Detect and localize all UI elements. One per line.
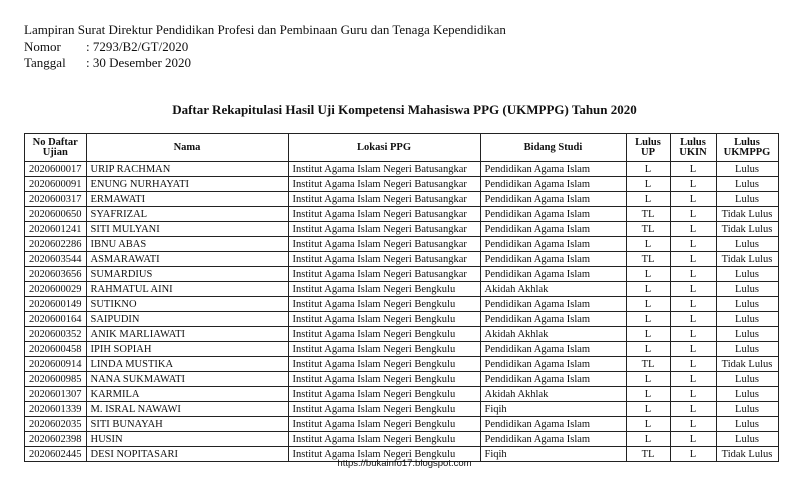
lokasi-cell: Institut Agama Islam Negeri Batusangkar <box>288 192 480 207</box>
lulus-ukmppg-cell: Lulus <box>716 402 778 417</box>
lulus-ukmppg-cell: Lulus <box>716 432 778 447</box>
lulus-ukin-cell: L <box>670 387 716 402</box>
footer-url[interactable]: https://bukainfo17.blogspot.com <box>337 458 472 469</box>
nama-cell: KARMILA <box>86 387 288 402</box>
table-row <box>25 252 779 267</box>
nama-cell: IPIH SOPIAH <box>86 342 288 357</box>
lulus-up-cell: L <box>626 432 670 447</box>
no-daftar-cell: 2020600352 <box>25 327 87 342</box>
col-lulus-ukin-header: Lulus UKIN <box>670 134 716 162</box>
document-title: Daftar Rekapitulasi Hasil Uji Kompetensi Mahasiswa PPG (UKMPPG) Tahun 2020 <box>172 102 637 117</box>
nama-cell: SAIPUDIN <box>86 312 288 327</box>
no-daftar-cell: 2020602445 <box>25 447 87 462</box>
lulus-ukmppg-cell: Lulus <box>716 162 778 177</box>
lokasi-cell: Institut Agama Islam Negeri Batusangkar <box>288 222 480 237</box>
table-row <box>25 342 779 357</box>
lulus-up-cell: L <box>626 342 670 357</box>
nomor-row <box>24 39 506 56</box>
lulus-ukmppg-cell: Lulus <box>716 417 778 432</box>
table-row <box>25 297 779 312</box>
bidang-cell: Pendidikan Agama Islam <box>480 177 626 192</box>
lulus-ukmppg-cell: Tidak Lulus <box>716 447 778 462</box>
nama-cell: ASMARAWATI <box>86 252 288 267</box>
lulus-up-cell: TL <box>626 447 670 462</box>
lulus-up-cell: L <box>626 417 670 432</box>
lulus-ukin-cell: L <box>670 432 716 447</box>
nama-cell: DESI NOPITASARI <box>86 447 288 462</box>
bidang-cell: Akidah Akhlak <box>480 282 626 297</box>
lulus-up-cell: L <box>626 387 670 402</box>
no-daftar-cell: 2020600164 <box>25 312 87 327</box>
no-daftar-cell: 2020600091 <box>25 177 87 192</box>
tanggal-value: : 30 Desember 2020 <box>86 55 192 70</box>
no-daftar-cell: 2020600149 <box>25 297 87 312</box>
lulus-ukin-cell: L <box>670 357 716 372</box>
bidang-cell: Pendidikan Agama Islam <box>480 192 626 207</box>
nama-cell: SYAFRIZAL <box>86 207 288 222</box>
lulus-ukin-cell: L <box>670 282 716 297</box>
lulus-ukmppg-cell: Lulus <box>716 267 778 282</box>
nama-cell: IBNU ABAS <box>86 237 288 252</box>
bidang-cell: Pendidikan Agama Islam <box>480 432 626 447</box>
table-row <box>25 267 779 282</box>
lulus-ukin-cell: L <box>670 312 716 327</box>
lulus-up-cell: L <box>626 192 670 207</box>
no-daftar-cell: 2020600650 <box>25 207 87 222</box>
lokasi-cell: Institut Agama Islam Negeri Bengkulu <box>288 297 480 312</box>
tanggal-label: Tanggal <box>24 55 66 70</box>
nama-cell: ANIK MARLIAWATI <box>86 327 288 342</box>
lulus-ukin-cell: L <box>670 222 716 237</box>
lulus-up-cell: L <box>626 282 670 297</box>
lokasi-cell: Institut Agama Islam Negeri Bengkulu <box>288 447 480 462</box>
bidang-cell: Pendidikan Agama Islam <box>480 267 626 282</box>
tanggal-row <box>24 55 506 72</box>
lokasi-cell: Institut Agama Islam Negeri Batusangkar <box>288 162 480 177</box>
col-lulus-up-header: Lulus UP <box>626 134 670 162</box>
nama-cell: ENUNG NURHAYATI <box>86 177 288 192</box>
bidang-cell: Akidah Akhlak <box>480 387 626 402</box>
bidang-cell: Pendidikan Agama Islam <box>480 162 626 177</box>
nama-cell: NANA SUKMAWATI <box>86 372 288 387</box>
no-daftar-cell: 2020600317 <box>25 192 87 207</box>
header-line: Lampiran Surat Direktur Pendidikan Profesi dan Pembinaan Guru dan Tenaga Kependidikan <box>24 22 506 37</box>
nama-cell: URIP RACHMAN <box>86 162 288 177</box>
lulus-ukmppg-cell: Lulus <box>716 192 778 207</box>
nama-cell: M. ISRAL NAWAWI <box>86 402 288 417</box>
lokasi-cell: Institut Agama Islam Negeri Batusangkar <box>288 267 480 282</box>
table-row <box>25 357 779 372</box>
no-daftar-cell: 2020600017 <box>25 162 87 177</box>
lulus-ukin-cell: L <box>670 327 716 342</box>
lokasi-cell: Institut Agama Islam Negeri Bengkulu <box>288 327 480 342</box>
table-row <box>25 327 779 342</box>
lokasi-cell: Institut Agama Islam Negeri Bengkulu <box>288 402 480 417</box>
lokasi-cell: Institut Agama Islam Negeri Batusangkar <box>288 237 480 252</box>
col-bidang-header: Bidang Studi <box>480 134 626 162</box>
lulus-up-cell: L <box>626 162 670 177</box>
lulus-up-cell: L <box>626 312 670 327</box>
bidang-cell: Fiqih <box>480 447 626 462</box>
table-row <box>25 387 779 402</box>
lokasi-cell: Institut Agama Islam Negeri Bengkulu <box>288 432 480 447</box>
lulus-ukmppg-cell: Lulus <box>716 342 778 357</box>
table-row <box>25 162 779 177</box>
table-row <box>25 237 779 252</box>
table-row <box>25 402 779 417</box>
lulus-up-cell: TL <box>626 252 670 267</box>
table-row <box>25 312 779 327</box>
bidang-cell: Pendidikan Agama Islam <box>480 372 626 387</box>
col-lokasi-header: Lokasi PPG <box>288 134 480 162</box>
lulus-ukmppg-cell: Lulus <box>716 327 778 342</box>
lokasi-cell: Institut Agama Islam Negeri Bengkulu <box>288 372 480 387</box>
lokasi-cell: Institut Agama Islam Negeri Bengkulu <box>288 342 480 357</box>
no-daftar-cell: 2020600914 <box>25 357 87 372</box>
lulus-ukmppg-cell: Lulus <box>716 297 778 312</box>
lulus-ukin-cell: L <box>670 237 716 252</box>
lulus-ukmppg-cell: Lulus <box>716 237 778 252</box>
lulus-ukin-cell: L <box>670 162 716 177</box>
lokasi-cell: Institut Agama Islam Negeri Batusangkar <box>288 177 480 192</box>
nomor-label: Nomor <box>24 38 61 54</box>
lulus-ukmppg-cell: Lulus <box>716 372 778 387</box>
table-row <box>25 417 779 432</box>
letter-header <box>24 22 506 72</box>
nama-cell: RAHMATUL AINI <box>86 282 288 297</box>
table-body <box>25 162 779 462</box>
lokasi-cell: Institut Agama Islam Negeri Bengkulu <box>288 282 480 297</box>
lokasi-cell: Institut Agama Islam Negeri Bengkulu <box>288 357 480 372</box>
lulus-ukin-cell: L <box>670 267 716 282</box>
no-daftar-cell: 2020602398 <box>25 432 87 447</box>
table-row <box>25 207 779 222</box>
no-daftar-cell: 2020601241 <box>25 222 87 237</box>
no-daftar-cell: 2020601339 <box>25 402 87 417</box>
nama-cell: SUMARDIUS <box>86 267 288 282</box>
no-daftar-cell: 2020601307 <box>25 387 87 402</box>
table-header-row <box>25 134 779 162</box>
lokasi-cell: Institut Agama Islam Negeri Batusangkar <box>288 252 480 267</box>
lulus-ukmppg-cell: Lulus <box>716 387 778 402</box>
lulus-ukmppg-cell: Tidak Lulus <box>716 222 778 237</box>
lulus-up-cell: TL <box>626 357 670 372</box>
lulus-ukmppg-cell: Lulus <box>716 312 778 327</box>
bidang-cell: Pendidikan Agama Islam <box>480 297 626 312</box>
no-daftar-cell: 2020600029 <box>25 282 87 297</box>
lokasi-cell: Institut Agama Islam Negeri Bengkulu <box>288 312 480 327</box>
table-row <box>25 177 779 192</box>
no-daftar-cell: 2020602035 <box>25 417 87 432</box>
table-row <box>25 372 779 387</box>
col-nama-header: Nama <box>86 134 288 162</box>
nama-cell: HUSIN <box>86 432 288 447</box>
lulus-up-cell: L <box>626 372 670 387</box>
no-daftar-cell: 2020602286 <box>25 237 87 252</box>
table-row <box>25 282 779 297</box>
lulus-ukin-cell: L <box>670 297 716 312</box>
lulus-ukin-cell: L <box>670 447 716 462</box>
lulus-ukin-cell: L <box>670 177 716 192</box>
lulus-ukmppg-cell: Tidak Lulus <box>716 357 778 372</box>
lokasi-cell: Institut Agama Islam Negeri Batusangkar <box>288 207 480 222</box>
bidang-cell: Akidah Akhlak <box>480 327 626 342</box>
lulus-ukmppg-cell: Lulus <box>716 177 778 192</box>
lulus-up-cell: TL <box>626 207 670 222</box>
bidang-cell: Pendidikan Agama Islam <box>480 357 626 372</box>
table-row <box>25 432 779 447</box>
bidang-cell: Pendidikan Agama Islam <box>480 222 626 237</box>
no-daftar-cell: 2020603656 <box>25 267 87 282</box>
col-no-daftar-header: No Daftar Ujian <box>25 134 87 162</box>
lulus-up-cell: L <box>626 267 670 282</box>
no-daftar-cell: 2020600458 <box>25 342 87 357</box>
bidang-cell: Pendidikan Agama Islam <box>480 207 626 222</box>
lulus-ukin-cell: L <box>670 207 716 222</box>
bidang-cell: Pendidikan Agama Islam <box>480 342 626 357</box>
no-daftar-cell: 2020603544 <box>25 252 87 267</box>
results-table <box>24 133 779 462</box>
lulus-ukin-cell: L <box>670 342 716 357</box>
lulus-ukin-cell: L <box>670 372 716 387</box>
nama-cell: ERMAWATI <box>86 192 288 207</box>
no-daftar-cell: 2020600985 <box>25 372 87 387</box>
nama-cell: SITI MULYANI <box>86 222 288 237</box>
nama-cell: SITI BUNAYAH <box>86 417 288 432</box>
lulus-ukin-cell: L <box>670 417 716 432</box>
lulus-ukin-cell: L <box>670 402 716 417</box>
nama-cell: LINDA MUSTIKA <box>86 357 288 372</box>
lulus-up-cell: L <box>626 237 670 252</box>
lulus-ukmppg-cell: Tidak Lulus <box>716 252 778 267</box>
lulus-ukmppg-cell: Lulus <box>716 282 778 297</box>
lulus-up-cell: L <box>626 297 670 312</box>
lulus-up-cell: TL <box>626 222 670 237</box>
lokasi-cell: Institut Agama Islam Negeri Bengkulu <box>288 417 480 432</box>
lulus-ukin-cell: L <box>670 252 716 267</box>
lulus-ukmppg-cell: Tidak Lulus <box>716 207 778 222</box>
bidang-cell: Pendidikan Agama Islam <box>480 312 626 327</box>
lulus-up-cell: L <box>626 402 670 417</box>
table-row <box>25 222 779 237</box>
lokasi-cell: Institut Agama Islam Negeri Bengkulu <box>288 387 480 402</box>
bidang-cell: Pendidikan Agama Islam <box>480 237 626 252</box>
bidang-cell: Pendidikan Agama Islam <box>480 417 626 432</box>
lulus-up-cell: L <box>626 327 670 342</box>
bidang-cell: Pendidikan Agama Islam <box>480 252 626 267</box>
bidang-cell: Fiqih <box>480 402 626 417</box>
lulus-ukin-cell: L <box>670 192 716 207</box>
col-lulus-ukmppg-header: Lulus UKMPPG <box>716 134 778 162</box>
table-row <box>25 192 779 207</box>
nama-cell: SUTIKNO <box>86 297 288 312</box>
lulus-up-cell: L <box>626 177 670 192</box>
nomor-value: : 7293/B2/GT/2020 <box>86 38 189 54</box>
